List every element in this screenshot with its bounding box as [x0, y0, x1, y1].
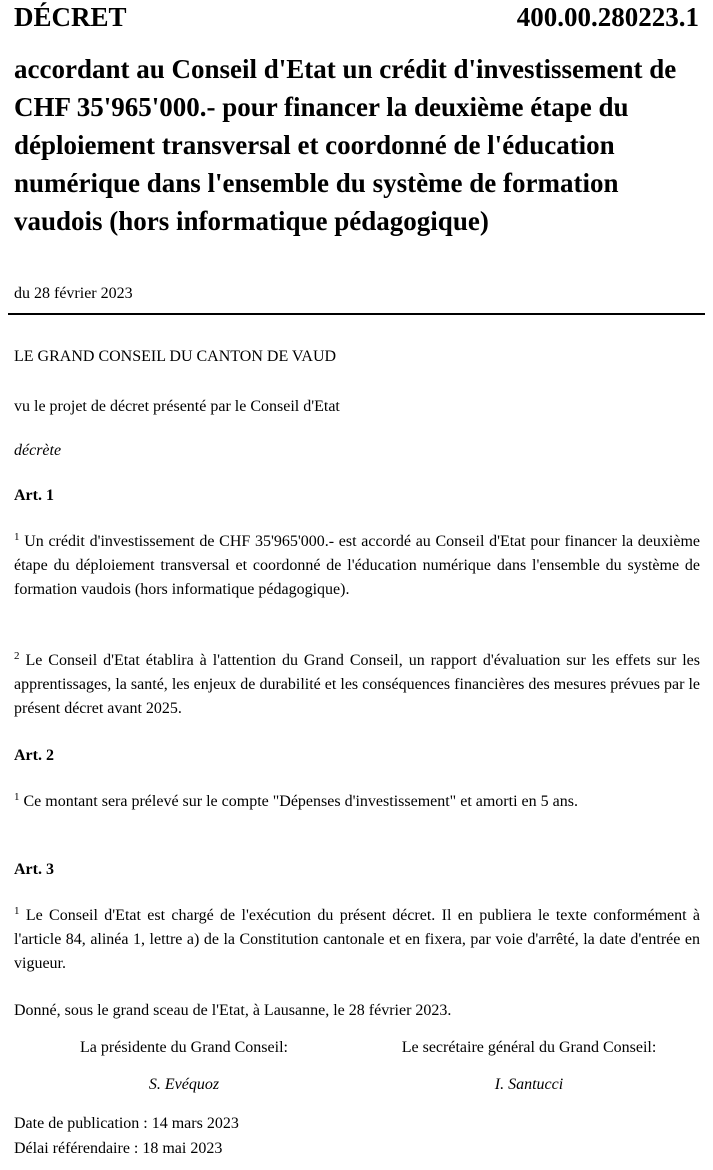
- article-1-paragraph-1: [14, 530, 700, 602]
- document-date: du 28 février 2023: [14, 285, 133, 302]
- paragraph-text: Le Conseil d'Etat établira à l'attention du Grand Conseil, un rapport d'évaluation sur les effets sur les apprentissages, la santé, les enjeux de durabilité et les conséquences financières des mesures prévues par le présent décret avant 2025.: [14, 652, 700, 717]
- referendum-deadline: Délai référendaire : 18 mai 2023: [14, 1140, 223, 1157]
- paragraph-text: Le Conseil d'Etat est chargé de l'exécution du présent décret. Il en publiera le texte conformément à l'article 84, alinéa 1, lettre a) de la Constitution cantonale et en fixera, par voie d'arrêté, la date d'entrée en vigueur.: [14, 907, 700, 972]
- paragraph-text: Ce montant sera prélevé sur le compte "Dépenses d'investissement" et amorti en 5 ans.: [23, 793, 578, 810]
- article-2-paragraph-1: [14, 790, 700, 814]
- article-2-heading: Art. 2: [14, 747, 54, 764]
- secretary-title: Le secrétaire général du Grand Conseil:: [401, 1039, 657, 1056]
- president-name: S. Evéquoz: [148, 1076, 220, 1093]
- signature-titles: [14, 1036, 699, 1060]
- paragraph-number: 1: [14, 905, 20, 917]
- document-number: 400.00.280223.1: [516, 2, 699, 32]
- paragraph-text: Un crédit d'investissement de CHF 35'965'000.- est accordé au Conseil d'Etat pour financer la deuxième étape du déploiement transversal et coordonné de l'éducation numérique dans l'ensemble du système de formation vaudois (hors informatique pédagogique).: [14, 533, 701, 598]
- preamble-authority: LE GRAND CONSEIL DU CANTON DE VAUD: [14, 348, 337, 365]
- paragraph-number: 1: [14, 531, 20, 543]
- article-1-paragraph-2: [14, 649, 700, 721]
- paragraph-number: 1: [14, 791, 20, 803]
- document-title: accordant au Conseil d'Etat un crédit d'investissement de CHF 35'965'000.- pour financer la deuxième étape du déploiement transversal et coordonné de l'éducation numérique dans l'ensemble du système de formation vaudois (hors informatique pédagogique): [14, 54, 677, 236]
- document-header: [14, 2, 699, 32]
- publication-date: Date de publication : 14 mars 2023: [14, 1115, 239, 1132]
- header-divider: [8, 313, 705, 315]
- paragraph-number: 2: [14, 650, 20, 662]
- secretary-name: I. Santucci: [494, 1076, 564, 1093]
- article-3-heading: Art. 3: [14, 861, 54, 878]
- preamble-considering: vu le projet de décret présenté par le Conseil d'Etat: [14, 398, 340, 415]
- president-title: La présidente du Grand Conseil:: [80, 1039, 288, 1056]
- document-type: DÉCRET: [14, 2, 127, 32]
- given-statement: Donné, sous le grand sceau de l'Etat, à Lausanne, le 28 février 2023.: [14, 1002, 452, 1019]
- article-1-heading: Art. 1: [14, 487, 54, 504]
- article-3-paragraph-1: [14, 904, 700, 976]
- preamble-decrees: décrète: [14, 442, 62, 459]
- signature-names: [14, 1073, 699, 1097]
